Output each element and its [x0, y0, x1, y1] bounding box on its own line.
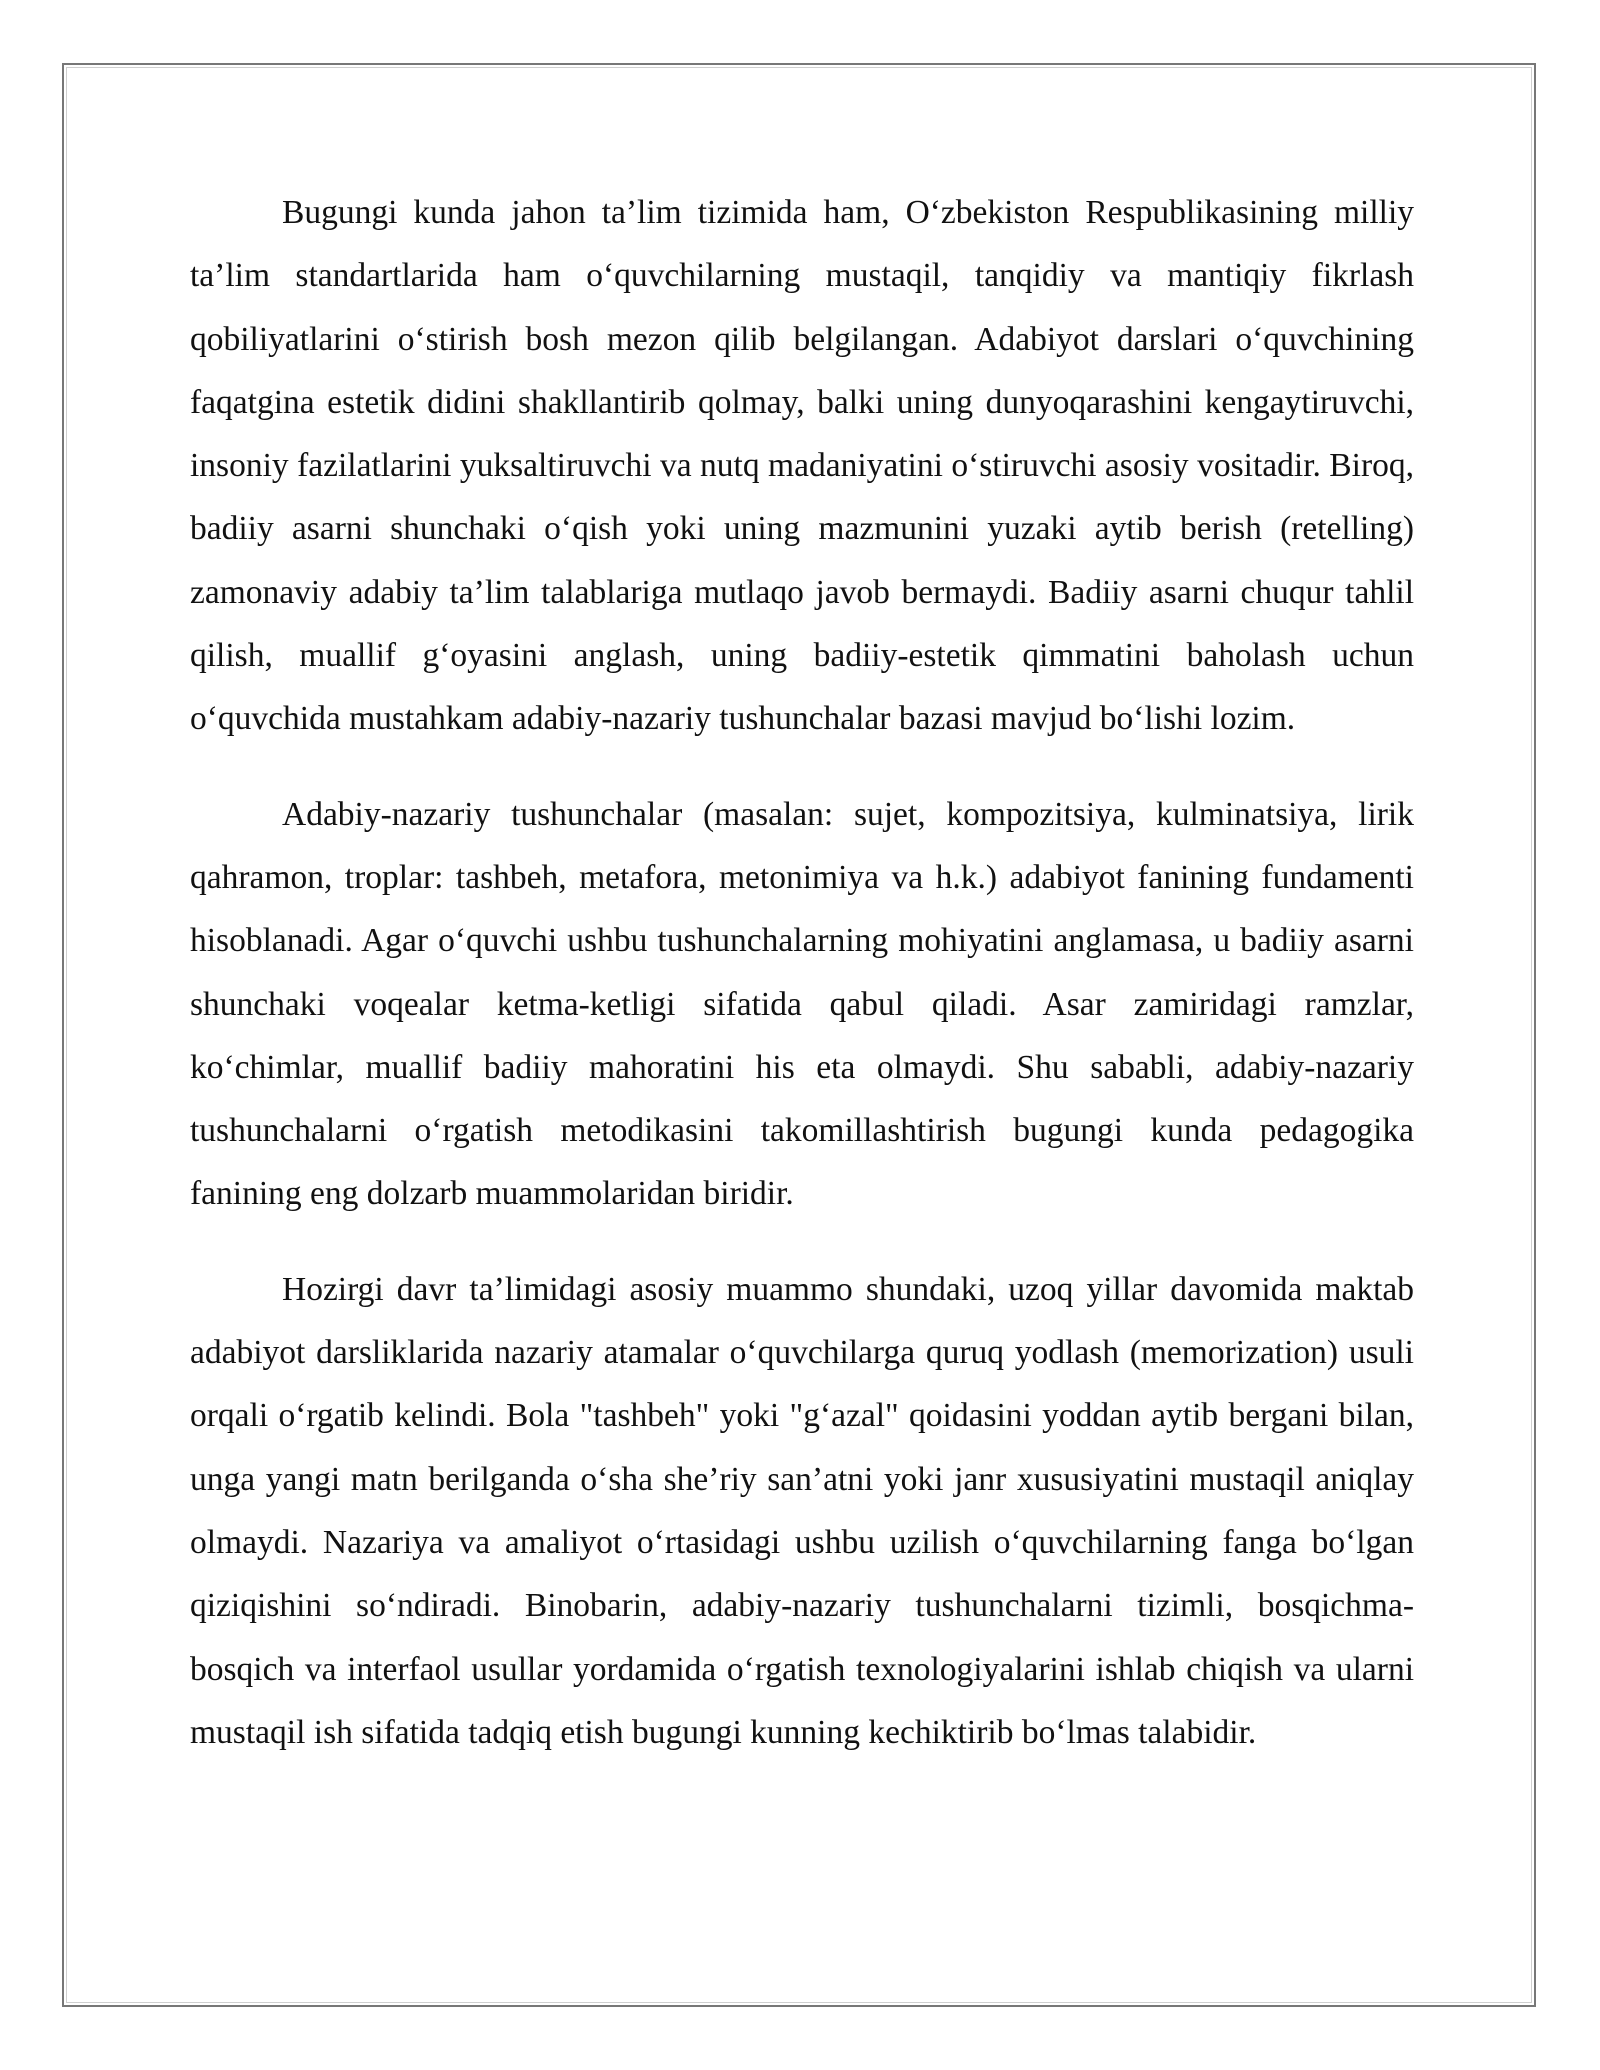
paragraph-2: Adabiy-nazariy tushunchalar (masalan: sujet, kompozitsiya, kulminatsiya, lirik qahramon, troplar: tashbeh, metafora, metonimiya va h.k.) adabiyot fanining fundamenti hisoblanadi. Agar o‘quvchi ushbu tushunchalarning mohiyatini anglamasa, u badiiy asarni shunchaki voqealar ketma-ketligi sifatida qabul qiladi. Asar zamiridagi ramzlar, ko‘chimlar, muallif badiiy mahoratini his eta olmaydi. Shu sababli, adabiy-nazariy tushunchalarni o‘rgatish metodikasini takomillashtirish bugungi kunda pedagogika fanining eng dolzarb muammolaridan biridir.	[190, 795, 1414, 1213]
document-body	[190, 181, 1414, 1796]
paragraph-3: Hozirgi davr ta’limidagi asosiy muammo shundaki, uzoq yillar davomida maktab adabiyot darsliklarida nazariy atamalar o‘quvchilarga quruq yodlash (memorization) usuli orqali o‘rgatib kelindi. Bola "tashbeh" yoki "g‘azal" qoidasini yoddan aytib bergani bilan, unga yangi matn berilganda o‘sha she’riy san’atni yoki janr xususiyatini mustaqil aniqlay olmaydi. Nazariya va amaliyot o‘rtasidagi ushbu uzilish o‘quvchilarning fanga bo‘lgan qiziqishini so‘ndiradi. Binobarin, adabiy-nazariy tushunchalarni tizimli, bosqichma-bosqich va interfaol usullar yordamida o‘rgatish texnologiyalarini ishlab chiqish va ularni mustaqil ish sifatida tadqiq etish bugungi kunning kechiktirib bo‘lmas talabidir.	[190, 1270, 1414, 1751]
paragraph-1: Bugungi kunda jahon ta’lim tizimida ham, O‘zbekiston Respublikasining milliy ta’lim standartlarida ham o‘quvchilarning mustaqil, tanqidiy va mantiqiy fikrlash qobiliyatlarini o‘stirish bosh mezon qilib belgilangan. Adabiyot darslari o‘quvchining faqatgina estetik didini shakllantirib qolmay, balki uning dunyoqarashini kengaytiruvchi, insoniy fazilatlarini yuksaltiruvchi va nutq madaniyatini o‘stiruvchi asosiy vositadir. Biroq, badiiy asarni shunchaki o‘qish yoki uning mazmunini yuzaki aytib berish (retelling) zamonaviy adabiy ta’lim talablariga mutlaqo javob bermaydi. Badiiy asarni chuqur tahlil qilish, muallif g‘oyasini anglash, uning badiiy-estetik qimmatini baholash uchun o‘quvchida mustahkam adabiy-nazariy tushunchalar bazasi mavjud bo‘lishi lozim.	[190, 194, 1414, 738]
